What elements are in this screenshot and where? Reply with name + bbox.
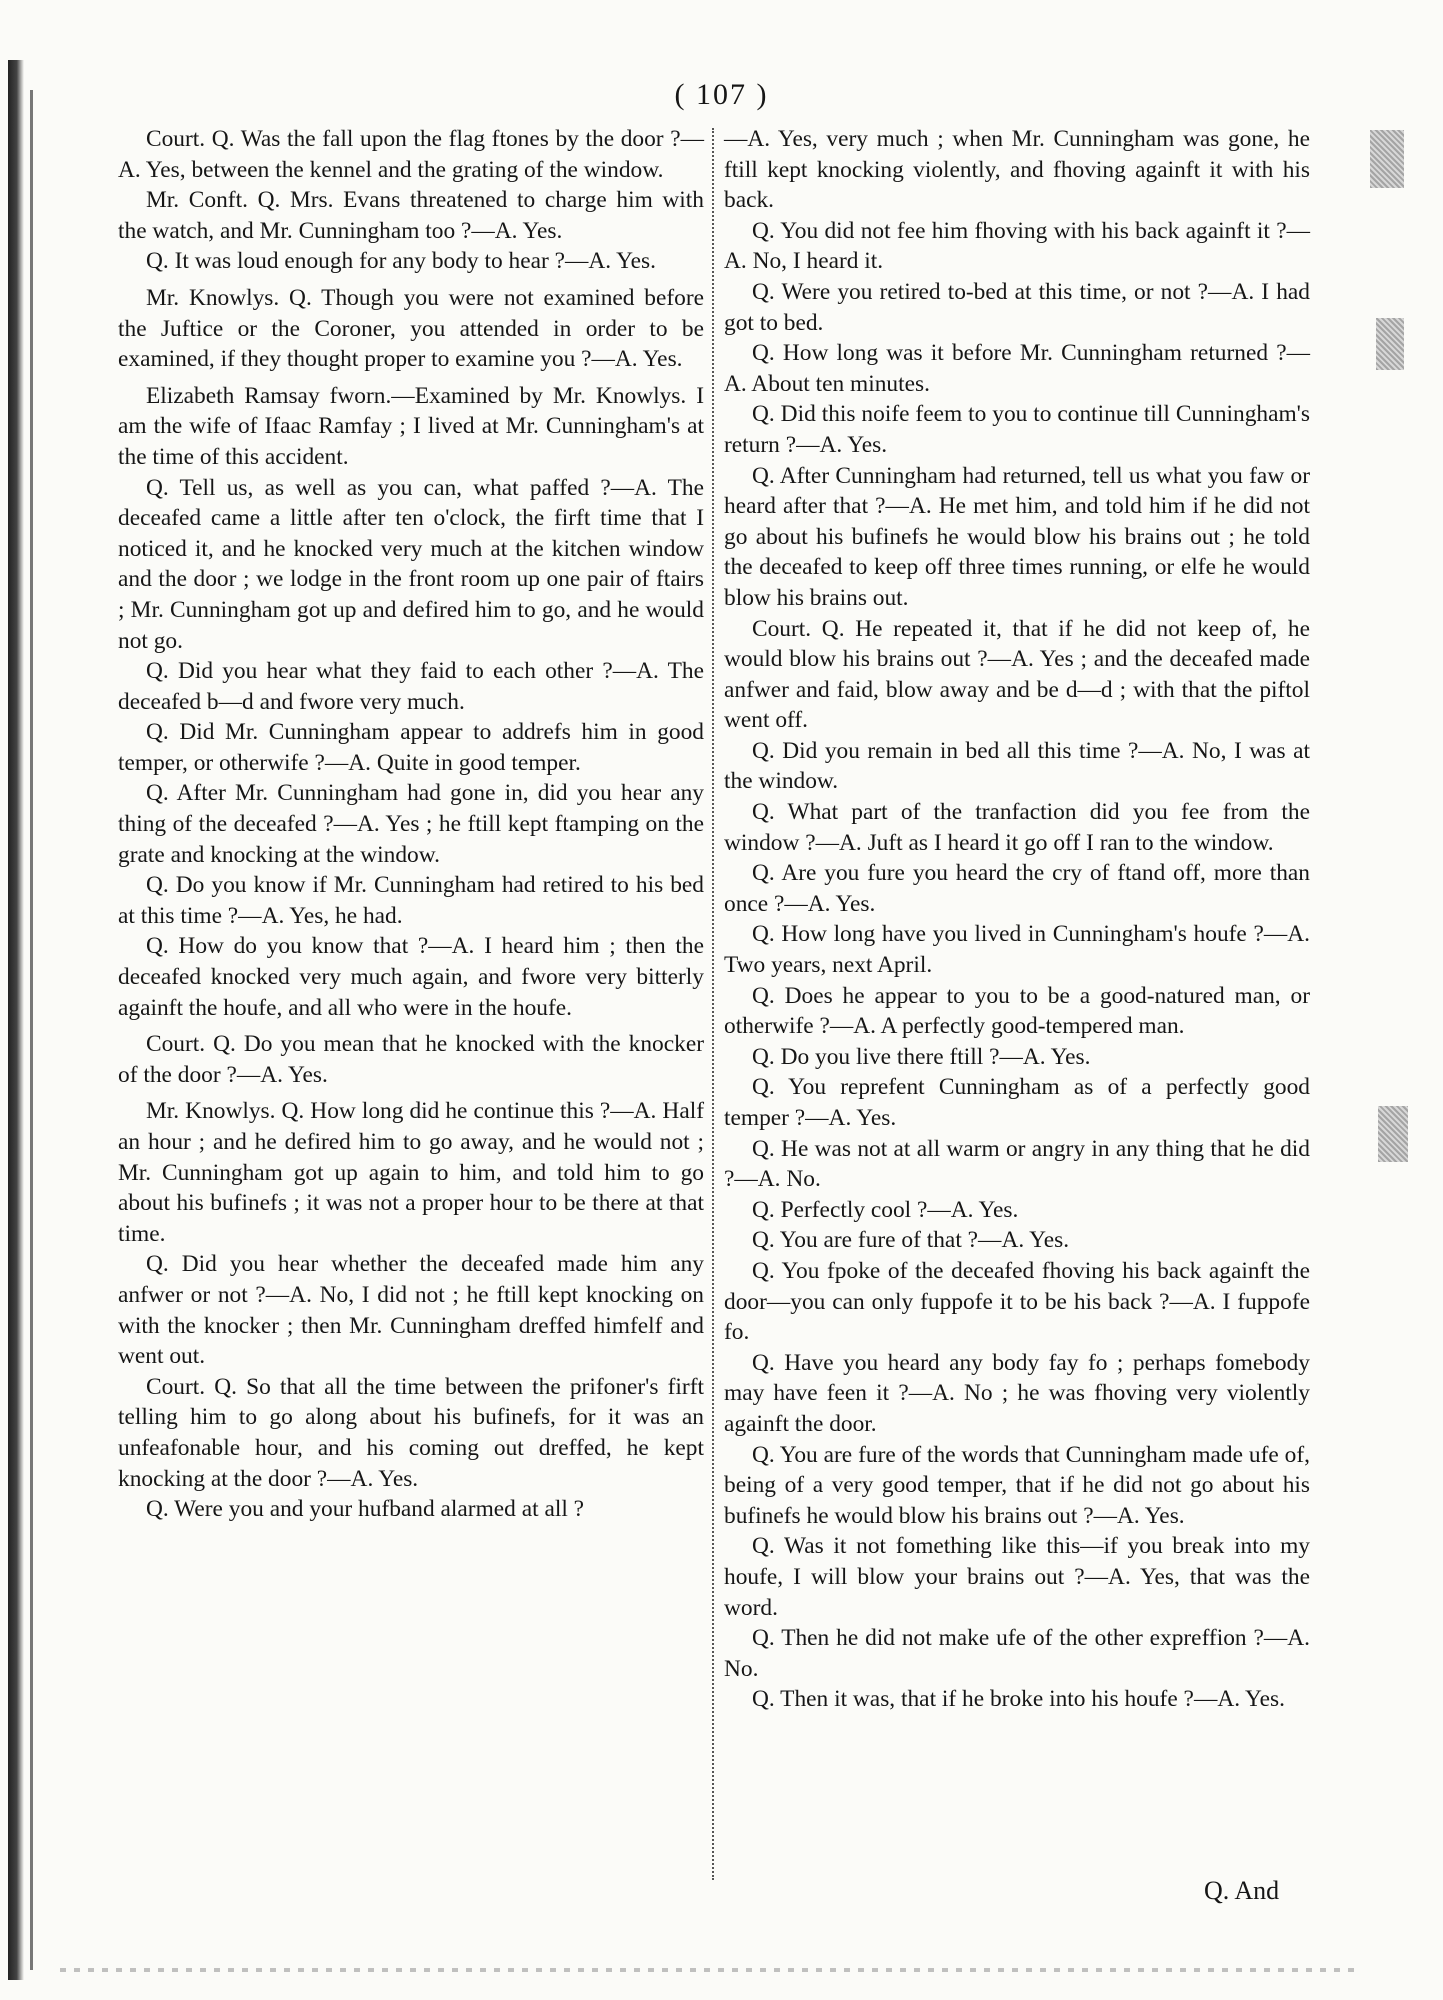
right-paragraph-6: Q. After Cunningham had returned, tell us what you faw or heard after that ?—A. He met him, and told him if he did not go about his bufinefs he would blow his brains out ; he told the deceafed to keep off three times running, or elfe he would blow his brains out. bbox=[724, 462, 1310, 611]
left-paragraph-3: Q. It was loud enough for any body to hear ?—A. Yes. bbox=[146, 248, 656, 275]
scan-edge-line bbox=[30, 90, 33, 1970]
page-number: ( 107 ) bbox=[674, 78, 769, 111]
right-paragraph-2: Q. You did not fee him fhoving with his back againft it ?—A. No, I heard it. bbox=[724, 217, 1310, 275]
left-paragraph-14: Q. Did you hear whether the deceafed made him any anfwer or not ?—A. No, I did not ; he ftill kept knocking on with the knocker ; then Mr. Cunningham dreffed himfelf and went out. bbox=[118, 1251, 704, 1370]
left-paragraph-11: Q. How do you know that ?—A. I heard him ; then the deceafed knocked very much again, and fwore very bitterly againft the houfe, and all who were in the houfe. bbox=[118, 933, 704, 1021]
left-paragraph-8: Q. Did Mr. Cunningham appear to addrefs him in good temper, or otherwife ?—A. Quite in good temper. bbox=[118, 719, 704, 776]
right-paragraph-10: Q. Are you fure you heard the cry of ftand off, more than once ?—A. Yes. bbox=[724, 860, 1310, 917]
left-paragraph-2: Mr. Conft. Q. Mrs. Evans threatened to charge him with the watch, and Mr. Cunningham too ?—A. Yes. bbox=[118, 187, 704, 244]
right-paragraph-21: Q. Was it not fomething like this—if you break into my houfe, I will blow your brains out ?—A. Yes, that was the word. bbox=[724, 1533, 1310, 1621]
right-paragraph-13: Q. Do you live there ftill ?—A. Yes. bbox=[752, 1043, 1091, 1070]
right-paragraph-5: Q. Did this noife feem to you to continue till Cunningham's return ?—A. Yes. bbox=[724, 401, 1310, 458]
catchword: Q. And bbox=[1204, 1876, 1280, 1905]
right-paragraph-4: Q. How long was it before Mr. Cunningham returned ?—A. About ten minutes. bbox=[724, 340, 1310, 397]
right-paragraph-18: Q. You fpoke of the deceafed fhoving his back againft the door—you can only fuppofe it to be his back ?—A. I fuppofe fo. bbox=[724, 1257, 1310, 1346]
left-column bbox=[118, 124, 704, 1525]
right-paragraph-12: Q. Does he appear to you to be a good-natured man, or otherwife ?—A. A perfectly good-tempered man. bbox=[724, 982, 1310, 1040]
right-paragraph-11: Q. How long have you lived in Cunningham's houfe ?—A. Two years, next April. bbox=[724, 921, 1310, 979]
left-paragraph-9: Q. After Mr. Cunningham had gone in, did you hear any thing of the deceafed ?—A. Yes ; he ftill kept ftamping on the grate and knocking at the window. bbox=[118, 780, 704, 868]
right-column bbox=[724, 124, 1310, 1715]
right-paragraph-14: Q. You reprefent Cunningham as of a perfectly good temper ?—A. Yes. bbox=[724, 1074, 1310, 1131]
right-paragraph-19: Q. Have you heard any body fay fo ; perhaps fomebody may have feen it ?—A. No ; he was fhoving very violently againft the door. bbox=[724, 1349, 1310, 1437]
right-paragraph-15: Q. He was not at all warm or angry in any thing that he did ?—A. No. bbox=[724, 1135, 1310, 1193]
right-paragraph-17: Q. You are fure of that ?—A. Yes. bbox=[752, 1227, 1070, 1254]
left-paragraph-1: Court. Q. Was the fall upon the flag ftones by the door ?—A. Yes, between the kennel and the grating of the window. bbox=[118, 126, 704, 183]
right-paragraph-16: Q. Perfectly cool ?—A. Yes. bbox=[752, 1196, 1019, 1223]
left-paragraph-10: Q. Do you know if Mr. Cunningham had retired to his bed at this time ?—A. Yes, he had. bbox=[118, 872, 704, 929]
left-paragraph-16: Q. Were you and your hufband alarmed at all ? bbox=[146, 1496, 585, 1523]
right-paragraph-23: Q. Then it was, that if he broke into his houfe ?—A. Yes. bbox=[752, 1686, 1285, 1713]
scan-bottom-artifacts bbox=[60, 1968, 1360, 1972]
scan-edge-shadow bbox=[8, 60, 24, 1980]
right-paragraph-22: Q. Then he did not make ufe of the other expreffion ?—A. No. bbox=[724, 1625, 1310, 1682]
left-paragraph-13: Mr. Knowlys. Q. How long did he continue this ?—A. Half an hour ; and he defired him to go away, and he would not ; Mr. Cunningham got up again to him, and told him to go about his bufinefs ; it was not a proper hour to be there at that time. bbox=[118, 1098, 704, 1247]
left-paragraph-15: Court. Q. So that all the time between the prifoner's firft telling him to go along about his bufinefs, for it was an unfeafonable hour, and his coming out dreffed, he kept knocking at the door ?—A. Yes. bbox=[118, 1373, 704, 1492]
bleed-through-mark bbox=[1378, 1106, 1408, 1162]
left-paragraph-12: Court. Q. Do you mean that he knocked with the knocker of the door ?—A. Yes. bbox=[118, 1031, 704, 1088]
right-paragraph-7: Court. Q. He repeated it, that if he did not keep of, he would blow his brains out ?—A. Yes ; and the deceafed made anfwer and faid, blow away and be d—d ; with that the piftol went off. bbox=[724, 615, 1310, 734]
right-paragraph-1: —A. Yes, very much ; when Mr. Cunningham was gone, he ftill kept knocking violently, and fhoving againft it with his back. bbox=[724, 126, 1310, 214]
left-paragraph-4: Mr. Knowlys. Q. Though you were not examined before the Juftice or the Coroner, you attended in order to be examined, if they thought proper to examine you ?—A. Yes. bbox=[118, 284, 704, 373]
column-divider bbox=[712, 128, 714, 1880]
left-paragraph-7: Q. Did you hear what they faid to each other ?—A. The deceafed b—d and fwore very much. bbox=[118, 658, 704, 715]
right-paragraph-8: Q. Did you remain in bed all this time ?—A. No, I was at the window. bbox=[724, 737, 1310, 795]
bleed-through-mark bbox=[1370, 130, 1404, 188]
left-paragraph-6: Q. Tell us, as well as you can, what paffed ?—A. The deceafed came a little after ten o'clock, the firft time that I noticed it, and he knocked very much at the kitchen window and the door ; we lodge in the front room up one pair of ftairs ; Mr. Cunningham got up and defired him to go, and he would not go. bbox=[118, 474, 704, 654]
left-paragraph-5: Elizabeth Ramsay fworn.—Examined by Mr. Knowlys. I am the wife of Ifaac Ramfay ; I lived at Mr. Cunningham's at the time of this accident. bbox=[118, 382, 704, 470]
right-paragraph-9: Q. What part of the tranfaction did you fee from the window ?—A. Juft as I heard it go off I ran to the window. bbox=[724, 799, 1310, 856]
right-paragraph-20: Q. You are fure of the words that Cunningham made ufe of, being of a very good temper, that if he did not go about his bufinefs he would blow his brains out ?—A. Yes. bbox=[724, 1441, 1310, 1529]
bleed-through-mark bbox=[1376, 318, 1404, 370]
right-paragraph-3: Q. Were you retired to-bed at this time, or not ?—A. I had got to bed. bbox=[724, 278, 1310, 336]
